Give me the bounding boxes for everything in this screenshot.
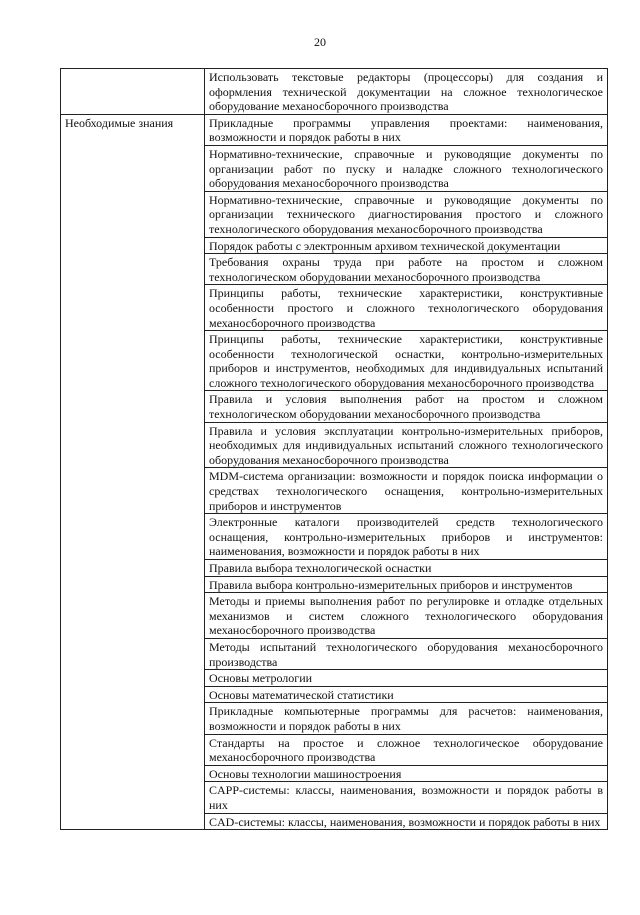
page-number: 20 <box>314 35 326 49</box>
knowledge-item: Принципы работы, технические характеристики, конструктивные особенности технологической оснастки, контрольно-измерительных приборов и инструментов, необходимых для индивидуальных испытаний сложного технологического оборудования механосборочного производства <box>205 331 608 391</box>
knowledge-item: Правила и условия эксплуатации контрольно-измерительных приборов, необходимых для индивидуальных испытаний сложного технологического оборудования механосборочного производства <box>205 422 608 468</box>
knowledge-item: CAPP-системы: классы, наименования, возможности и порядок работы в них <box>205 782 608 813</box>
knowledge-item: Основы метрологии <box>205 670 608 687</box>
knowledge-item: Прикладные программы управления проектами: наименования, возможности и порядок работы в них <box>205 114 608 145</box>
knowledge-item: Порядок работы с электронным архивом технической документации <box>205 237 608 254</box>
knowledge-item: Правила и условия выполнения работ на простом и сложном технологическом оборудовании механосборочного производства <box>205 391 608 422</box>
knowledge-item: Требования охраны труда при работе на простом и сложном технологическом оборудовании механосборочного производства <box>205 254 608 285</box>
knowledge-item: Нормативно-технические, справочные и руководящие документы по организации технического диагностирования простого и сложного технологического оборудования механосборочного производства <box>205 191 608 237</box>
knowledge-item: Основы технологии машиностроения <box>205 765 608 782</box>
knowledge-item: Прикладные компьютерные программы для расчетов: наименования, возможности и порядок работы в них <box>205 703 608 734</box>
table-row <box>61 114 608 145</box>
knowledge-item: CAD-системы: классы, наименования, возможности и порядок работы в них <box>205 813 608 830</box>
knowledge-table <box>60 68 608 830</box>
knowledge-item: Нормативно-технические, справочные и руководящие документы по организации работ по пуску и наладке сложного технологического оборудования механосборочного производства <box>205 145 608 191</box>
knowledge-item: Правила выбора контрольно-измерительных приборов и инструментов <box>205 576 608 593</box>
continued-skill-cell: Использовать текстовые редакторы (процессоры) для создания и оформления технической документации на сложное технологическое оборудование механосборочного производства <box>205 69 608 115</box>
knowledge-item: MDM-система организации: возможности и порядок поиска информации о средствах технологического оснащения, контрольно-измерительных приборов и инструментов <box>205 468 608 514</box>
knowledge-item: Принципы работы, технические характеристики, конструктивные особенности простого и сложного технологического оборудования механосборочного производства <box>205 285 608 331</box>
table-row <box>61 69 608 115</box>
knowledge-item: Электронные каталоги производителей средств технологического оснащения, контрольно-измерительных приборов и инструментов: наименования, возможности и порядок работы в них <box>205 514 608 560</box>
knowledge-item: Методы испытаний технологического оборудования механосборочного производства <box>205 638 608 669</box>
knowledge-item: Методы и приемы выполнения работ по регулировке и отладке отдельных механизмов и систем сложного технологического оборудования механосборочного производства <box>205 593 608 639</box>
knowledge-item: Правила выбора технологической оснастки <box>205 560 608 577</box>
section-label-required-knowledge: Необходимые знания <box>61 114 205 829</box>
knowledge-item: Основы математической статистики <box>205 686 608 703</box>
knowledge-table-body <box>61 69 608 830</box>
knowledge-item: Стандарты на простое и сложное технологическое оборудование механосборочного производства <box>205 734 608 765</box>
empty-label-cell <box>61 69 205 115</box>
